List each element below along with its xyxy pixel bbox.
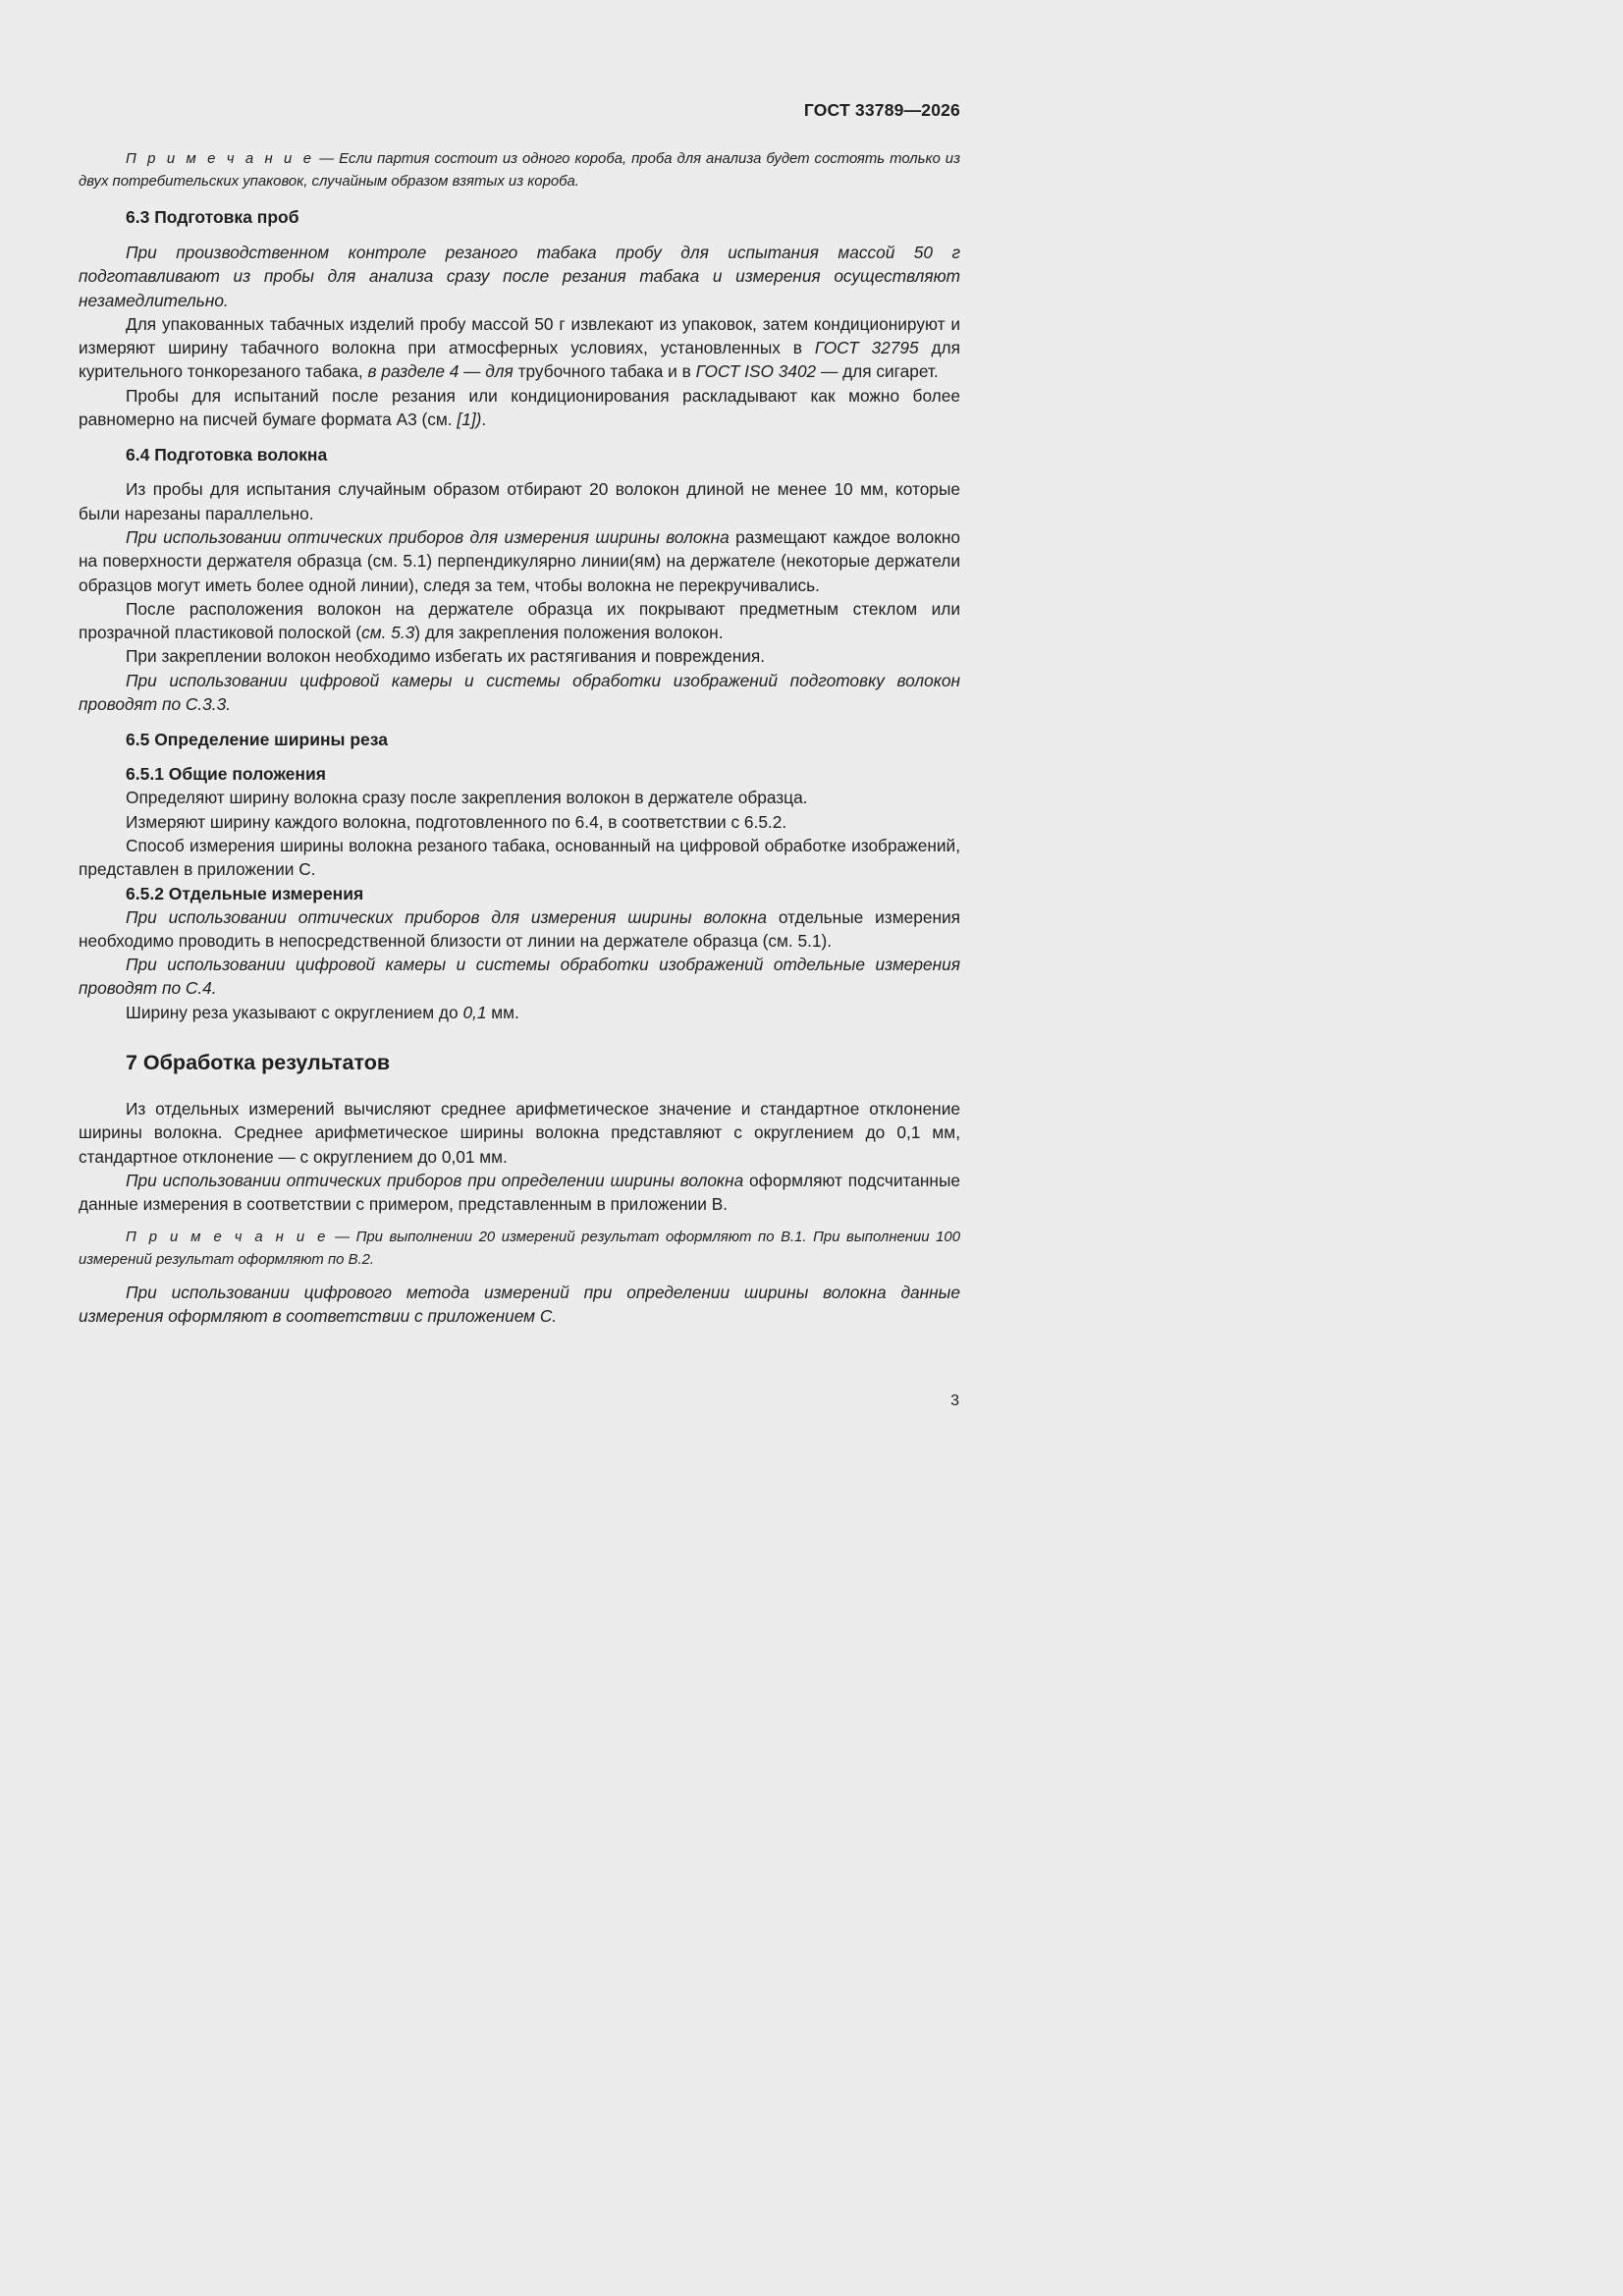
para-6-5-1-2: Измеряют ширину каждого волокна, подготовленного по 6.4, в соответствии с 6.5.2. <box>126 811 787 832</box>
para-6-4-3-a: После расположения волокон на держателе образца их покрывают предметным стеклом или прозрачной пластиковой полоской ( <box>79 598 960 643</box>
heading-6-5: 6.5 Определение ширины реза <box>126 730 388 750</box>
document-page <box>0 0 1089 1540</box>
note-text: — Если партия состоит из одного короба, проба для анализа будет состоять только из двух потребительских упаковок, случайным образом взятых из короба. <box>79 151 961 190</box>
para-6-4-4: При закреплении волокон необходимо избегать их растягивания и повреждения. <box>126 646 766 667</box>
para-6-5-2-3 <box>79 1001 960 1024</box>
para-6-3-2-g: для сигарет. <box>838 361 939 382</box>
para-6-4-3-c: ) для закрепления положения волокон. <box>414 623 724 643</box>
heading-6-5-1: 6.5.1 Общие положения <box>126 764 326 785</box>
gost-iso-3402-ref: ГОСТ ISO 3402 — <box>695 361 839 382</box>
rounding-value: 0,1 <box>462 1002 487 1022</box>
section-4-ref: в разделе 4 — для <box>367 361 514 382</box>
para-6-3-2 <box>79 312 960 384</box>
document-header: ГОСТ 33789—2026 <box>803 100 960 120</box>
para-7-2-b: оформляют подсчитанные данные измерения в соответствии с примером, представленным в приложении В. <box>79 1170 960 1215</box>
para-6-5-2-2-text: При использовании цифровой камеры и системы обработки изображений отдельные измерения проводят по С.4. <box>79 955 960 999</box>
para-6-3-3-c: . <box>481 410 487 430</box>
note-label: П р и м е ч а н и е <box>126 1229 329 1245</box>
para-6-4-2-a: При использовании оптических приборов для измерения ширины волокна <box>126 526 730 547</box>
para-6-4-5-text: При использовании цифровой камеры и системы обработки изображений подготовку волокон проводят по С.3.3. <box>79 670 960 715</box>
para-6-5-1-1: Определяют ширину волокна сразу после закрепления волокон в держателе образца. <box>126 788 808 808</box>
para-6-3-2-c: для курительного тонкорезаного табака, <box>79 338 960 382</box>
para-6-4-2-b: размещают каждое волокно на поверхности держателя образца (см. 5.1) перпендикулярно линии(ям) на держателе (некоторые держатели образцов могут иметь более одной линии), следя за тем, чтобы волокна не перекручивались. <box>79 526 960 595</box>
para-7-2-a: При использовании оптических приборов при определении ширины волокна <box>126 1170 744 1190</box>
para-6-5-2-1-a: При использовании оптических приборов для измерения ширины волокна <box>126 906 768 927</box>
para-7-3 <box>79 1281 960 1329</box>
para-6-4-3 <box>79 597 960 645</box>
para-6-5-2-3-c: мм. <box>486 1002 519 1022</box>
heading-6-5-2: 6.5.2 Отдельные измерения <box>126 883 364 903</box>
para-6-4-2 <box>79 525 960 597</box>
heading-6-3: 6.3 Подготовка проб <box>126 207 299 227</box>
ref-5-3: см. 5.3 <box>361 623 415 643</box>
para-6-3-1 <box>79 241 960 312</box>
para-6-3-1-text: При производственном контроле резаного табака пробу для испытания массой 50 г подготавливают из пробы для анализа сразу после резания табака и измерения осуществляют незамедлительно. <box>79 243 960 310</box>
para-6-4-5 <box>79 669 960 717</box>
para-6-5-2-2 <box>79 953 960 1001</box>
para-7-3-text: При использовании цифрового метода измерений при определении ширины волокна данные измерения оформляют в соответствии с приложением С. <box>79 1282 960 1326</box>
para-6-5-2-3-a: Ширину реза указывают с округлением до <box>126 1002 463 1022</box>
para-6-3-2-a: Для упакованных табачных изделий пробу массой 50 г извлекают из упаковок, затем кондиционируют и измеряют ширину табачного волокна при атмосферных условиях, установленных в <box>79 313 960 358</box>
para-6-3-3 <box>79 384 960 432</box>
para-6-4-1: Из пробы для испытания случайным образом отбирают 20 волокон длиной не менее 10 мм, которые были нарезаны параллельно. <box>79 479 960 523</box>
gost-32795-ref: ГОСТ 32795 <box>814 338 919 358</box>
para-6-3-2-e: трубочного табака и в <box>513 361 696 382</box>
para-6-5-2-1 <box>79 905 960 954</box>
para-7-1: Из отдельных измерений вычисляют среднее арифметическое значение и стандартное отклонение ширины волокна. Среднее арифметическое ширины волокна представляют с округлением до 0,1 мм, стандартное отклонение — с округлением до 0,01 мм. <box>79 1099 960 1167</box>
para-7-2 <box>79 1169 960 1217</box>
note-text: — При выполнении 20 измерений результат оформляют по В.1. При выполнении 100 измерений результат оформляют по В.2. <box>79 1229 960 1268</box>
para-6-3-3-a: Пробы для испытаний после резания или кондиционирования раскладывают как можно более равномерно на писчей бумаге формата А3 (см. <box>79 385 960 430</box>
note-measurements <box>79 1227 960 1272</box>
note-label: П р и м е ч а н и е <box>126 151 315 167</box>
para-6-5-1-3: Способ измерения ширины волокна резаного табака, основанный на цифровой обработке изображений, представлен в приложении С. <box>79 835 960 880</box>
page-body <box>79 148 960 1328</box>
bibliography-ref-1: [1]) <box>457 410 482 430</box>
note-partiya <box>79 148 960 193</box>
heading-section-7: 7 Обработка результатов <box>126 1051 391 1075</box>
para-6-5-2-1-b: отдельные измерения необходимо проводить в непосредственной близости от линии на держателе образца (см. 5.1). <box>79 906 960 951</box>
heading-6-4: 6.4 Подготовка волокна <box>126 445 328 465</box>
page-number: 3 <box>950 1393 959 1409</box>
